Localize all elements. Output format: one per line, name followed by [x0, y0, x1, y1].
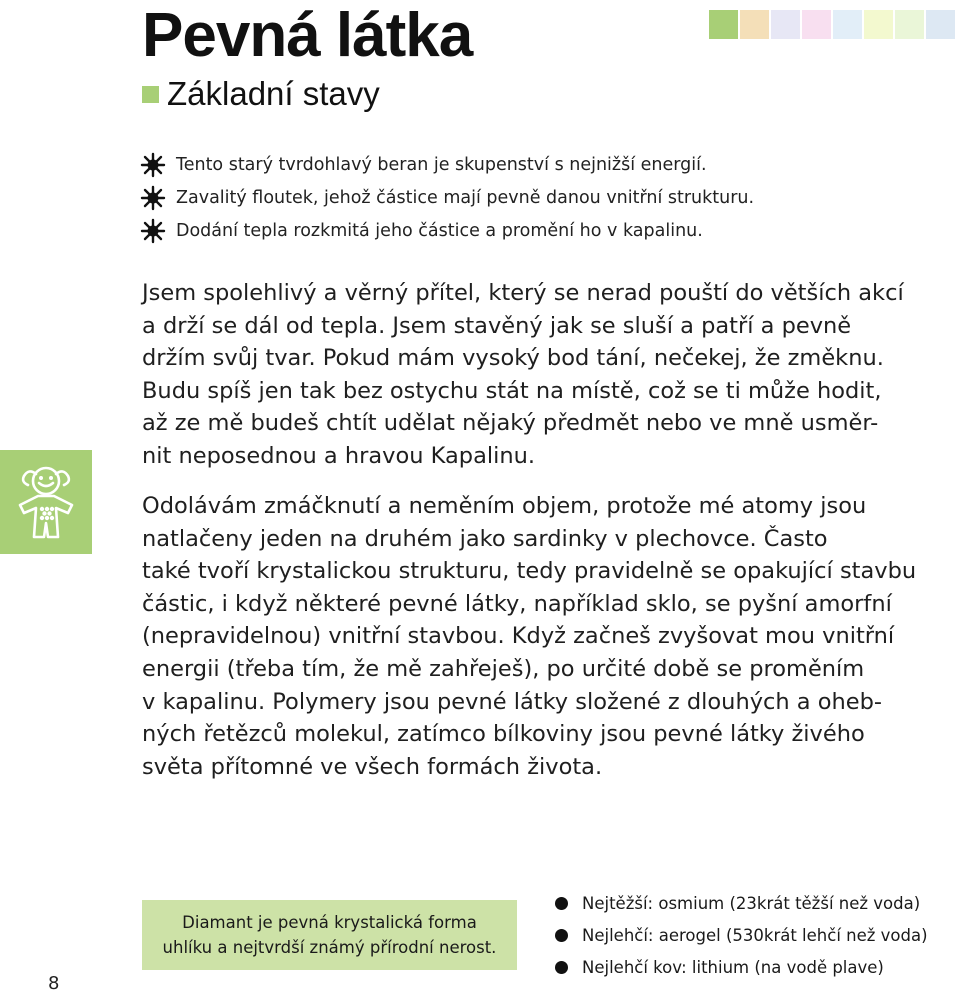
bullet-text: Dodání tepla rozkmitá jeho částice a promění ho v kapalinu.: [176, 220, 703, 241]
color-swatch: [926, 10, 955, 39]
paragraph-line: světa přítomné ve všech formách života.: [142, 753, 603, 780]
paragraph-line: také tvoří krystalickou strukturu, tedy pravidelně se opakující stavbu: [142, 558, 917, 585]
fact-line: uhlíku a nejtvrdší známý přírodní nerost.: [162, 938, 497, 957]
character-badge: [0, 450, 92, 554]
paragraph-line: částic, i když některé pevné látky, například sklo, se pyšní amorfní: [142, 590, 892, 617]
subtitle-square-icon: [142, 86, 159, 103]
paragraph-line: natlačeny jeden na druhém jako sardinky v plechovce. Často: [142, 525, 828, 552]
record-item: [555, 919, 928, 951]
color-swatch: [740, 10, 769, 39]
bullet-text: Zavalitý floutek, jehož částice mají pevně danou vnitřní strukturu.: [176, 187, 755, 208]
record-item: [555, 887, 928, 919]
star-burst-icon: [140, 185, 166, 211]
paragraph-line: držím svůj tvar. Pokud mám vysoký bod tání, nečekej, že změknu.: [142, 345, 884, 372]
paragraph-line: energii (třeba tím, že mě zahřeješ), po určité době se proměním: [142, 655, 865, 682]
page-number: 8: [48, 973, 60, 994]
bullet-item: [140, 181, 754, 214]
paragraph-main: [142, 490, 960, 783]
paragraph-line: Budu spíš jen tak bez ostychu stát na místě, což se ti může hodit,: [142, 377, 882, 404]
color-swatch: [709, 10, 738, 39]
bullet-dot-icon: [555, 961, 568, 974]
paragraph-line: a drží se dál od tepla. Jsem stavěný jak se sluší a patří a pevně: [142, 312, 852, 339]
bullet-item: [140, 148, 754, 181]
paragraph-line: v kapalinu. Polymery jsou pevné látky složené z dlouhých a oheb-: [142, 688, 883, 715]
paragraph-intro: [142, 277, 960, 473]
bullet-dot-icon: [555, 897, 568, 910]
record-item: [555, 951, 928, 983]
paragraph-line: nit neposednou a hravou Kapalinu.: [142, 442, 536, 469]
color-swatch: [864, 10, 893, 39]
bullet-dot-icon: [555, 929, 568, 942]
color-swatch: [802, 10, 831, 39]
character-icon: [10, 461, 82, 543]
color-swatch-bar: [709, 10, 955, 39]
page-title: Pevná látka: [142, 1, 473, 70]
fact-line: Diamant je pevná krystalická forma: [182, 913, 477, 932]
star-burst-icon: [140, 218, 166, 244]
color-swatch: [833, 10, 862, 39]
bullet-text: Tento starý tvrdohlavý beran je skupenství s nejnižší energií.: [176, 154, 707, 175]
record-text: Nejlehčí kov: lithium (na vodě plave): [582, 957, 884, 977]
record-text: Nejtěžší: osmium (23krát těžší než voda): [582, 893, 921, 913]
record-text: Nejlehčí: aerogel (530krát lehčí než voda): [582, 925, 928, 945]
paragraph-line: Jsem spolehlivý a věrný přítel, který se nerad pouští do větších akcí: [142, 280, 904, 306]
section-subtitle: [142, 74, 380, 114]
color-swatch: [771, 10, 800, 39]
paragraph-line: až ze mě budeš chtít udělat nějaký předmět nebo ve mně usměr-: [142, 410, 879, 437]
star-burst-icon: [140, 152, 166, 178]
bullet-list: [140, 148, 754, 247]
subtitle-text: Základní stavy: [167, 75, 380, 112]
color-swatch: [895, 10, 924, 39]
paragraph-line: ných řetězců molekul, zatímco bílkoviny jsou pevné látky živého: [142, 721, 865, 748]
bullet-item: [140, 214, 754, 247]
records-list: [555, 887, 928, 983]
paragraph-line: Odolávám zmáčknutí a neměním objem, protože mé atomy jsou: [142, 493, 867, 519]
paragraph-line: (nepravidelnou) vnitřní stavbou. Když začneš zvyšovat mou vnitřní: [142, 623, 895, 650]
fact-box: [142, 900, 517, 970]
